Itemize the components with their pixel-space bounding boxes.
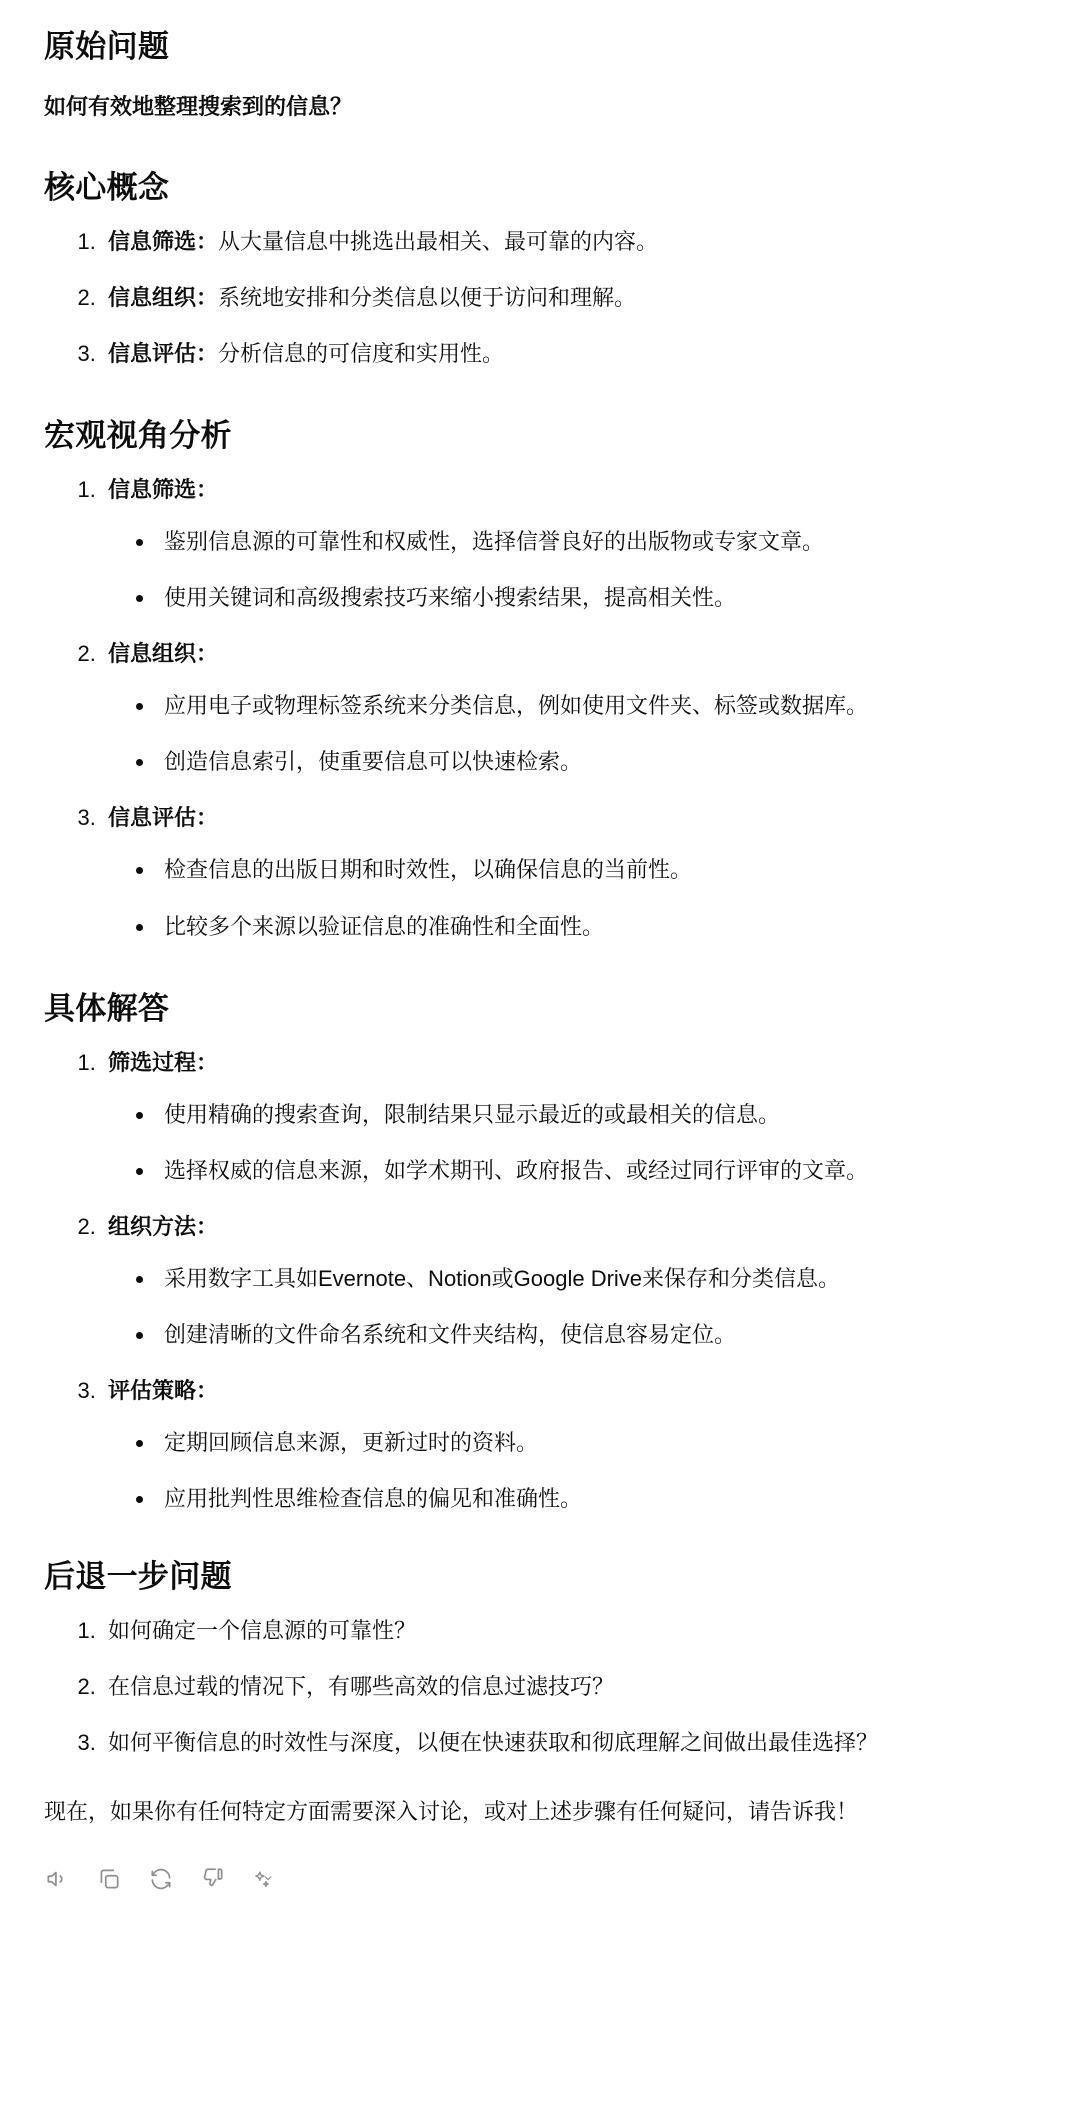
- list-item: [102, 473, 1036, 615]
- list-item: [102, 1046, 1036, 1188]
- group-title: 信息组织: [108, 641, 197, 667]
- concept-separator: ：: [196, 284, 219, 310]
- group-bullets: [108, 1262, 1036, 1352]
- group-separator: ：: [196, 805, 219, 831]
- concept-desc: 系统地安排和分类信息以便于访问和理解。: [218, 284, 637, 310]
- group-separator: ：: [196, 641, 219, 667]
- group-title: 信息筛选: [108, 476, 197, 502]
- list-item: • 采用数字工具如Evernote、Notion或Google Drive来保存和分类信息。: [156, 1262, 1036, 1296]
- core-concepts-list: [44, 225, 1036, 371]
- model-switch-icon[interactable]: [252, 1866, 278, 1892]
- concept-term: 信息评估: [108, 340, 197, 366]
- original-question-text: 如何有效地整理搜索到的信息？: [44, 93, 353, 119]
- group-title: 筛选过程: [108, 1049, 197, 1075]
- list-item: [102, 1210, 1036, 1352]
- section-macro-analysis: [44, 415, 1036, 944]
- list-item: • 应用电子或物理标签系统来分类信息，例如使用文件夹、标签或数据库。: [156, 689, 1036, 723]
- concept-term: 信息组织: [108, 284, 197, 310]
- group-title: 组织方法: [108, 1213, 197, 1239]
- section-step-back-questions: [44, 1556, 1036, 1760]
- section-core-concepts: [44, 167, 1036, 371]
- regenerate-icon[interactable]: [148, 1866, 174, 1892]
- detailed-answer-list: [44, 1046, 1036, 1517]
- heading-macro-analysis: 宏观视角分析: [44, 417, 232, 453]
- group-separator: ：: [196, 1213, 219, 1239]
- list-item: • 创建清晰的文件命名系统和文件夹结构，使信息容易定位。: [156, 1318, 1036, 1352]
- group-bullets: [108, 1098, 1036, 1188]
- step-back-questions-list: [44, 1614, 1036, 1760]
- list-item: 1. 如何确定一个信息源的可靠性？: [102, 1614, 1036, 1648]
- macro-analysis-list: [44, 473, 1036, 944]
- group-separator: ：: [196, 1378, 219, 1404]
- list-item: • 使用精确的搜索查询，限制结果只显示最近的或最相关的信息。: [156, 1098, 1036, 1132]
- list-item: • 应用批判性思维检查信息的偏见和准确性。: [156, 1482, 1036, 1516]
- heading-step-back-questions: 后退一步问题: [44, 1559, 232, 1595]
- copy-icon[interactable]: [96, 1866, 122, 1892]
- concept-term: 信息筛选: [108, 228, 197, 254]
- group-bullets: [108, 853, 1036, 943]
- concept-separator: ：: [196, 228, 219, 254]
- list-item: • 定期回顾信息来源，更新过时的资料。: [156, 1426, 1036, 1460]
- list-item: [102, 281, 1036, 315]
- closing-text: 现在，如果你有任何特定方面需要深入讨论，或对上述步骤有任何疑问，请告诉我！: [44, 1799, 859, 1825]
- message-action-toolbar: [44, 1866, 1036, 1910]
- list-item: [102, 225, 1036, 259]
- group-title: 评估策略: [108, 1378, 197, 1404]
- list-item: 3. 如何平衡信息的时效性与深度，以便在快速获取和彻底理解之间做出最佳选择？: [102, 1726, 1036, 1760]
- group-title: 信息评估: [108, 805, 197, 831]
- heading-original-question: 原始问题: [44, 29, 170, 64]
- list-item: [102, 1374, 1036, 1516]
- concept-separator: ：: [196, 340, 219, 366]
- group-bullets: [108, 1426, 1036, 1516]
- list-item: [102, 637, 1036, 779]
- section-detailed-answer: [44, 988, 1036, 1517]
- list-item: • 使用关键词和高级搜索技巧来缩小搜索结果，提高相关性。: [156, 581, 1036, 615]
- group-separator: ：: [196, 1049, 219, 1075]
- read-aloud-icon[interactable]: [44, 1866, 70, 1892]
- list-item: [102, 801, 1036, 943]
- group-bullets: [108, 525, 1036, 615]
- list-item: [102, 337, 1036, 371]
- concept-desc: 从大量信息中挑选出最相关、最可靠的内容。: [218, 228, 659, 254]
- list-item: • 检查信息的出版日期和时效性，以确保信息的当前性。: [156, 853, 1036, 887]
- group-separator: ：: [196, 476, 219, 502]
- list-item: • 选择权威的信息来源，如学术期刊、政府报告、或经过同行评审的文章。: [156, 1154, 1036, 1188]
- section-original-question: [44, 26, 1036, 123]
- list-item: • 比较多个来源以验证信息的准确性和全面性。: [156, 910, 1036, 944]
- thumbs-down-icon[interactable]: [200, 1866, 226, 1892]
- heading-core-concepts: 核心概念: [44, 169, 170, 205]
- list-item: • 创造信息索引，使重要信息可以快速检索。: [156, 745, 1036, 779]
- heading-detailed-answer: 具体解答: [44, 990, 170, 1026]
- group-bullets: [108, 689, 1036, 779]
- list-item: • 鉴别信息源的可靠性和权威性，选择信誉良好的出版物或专家文章。: [156, 525, 1036, 559]
- concept-desc: 分析信息的可信度和实用性。: [218, 340, 505, 366]
- list-item: 2. 在信息过载的情况下，有哪些高效的信息过滤技巧？: [102, 1670, 1036, 1704]
